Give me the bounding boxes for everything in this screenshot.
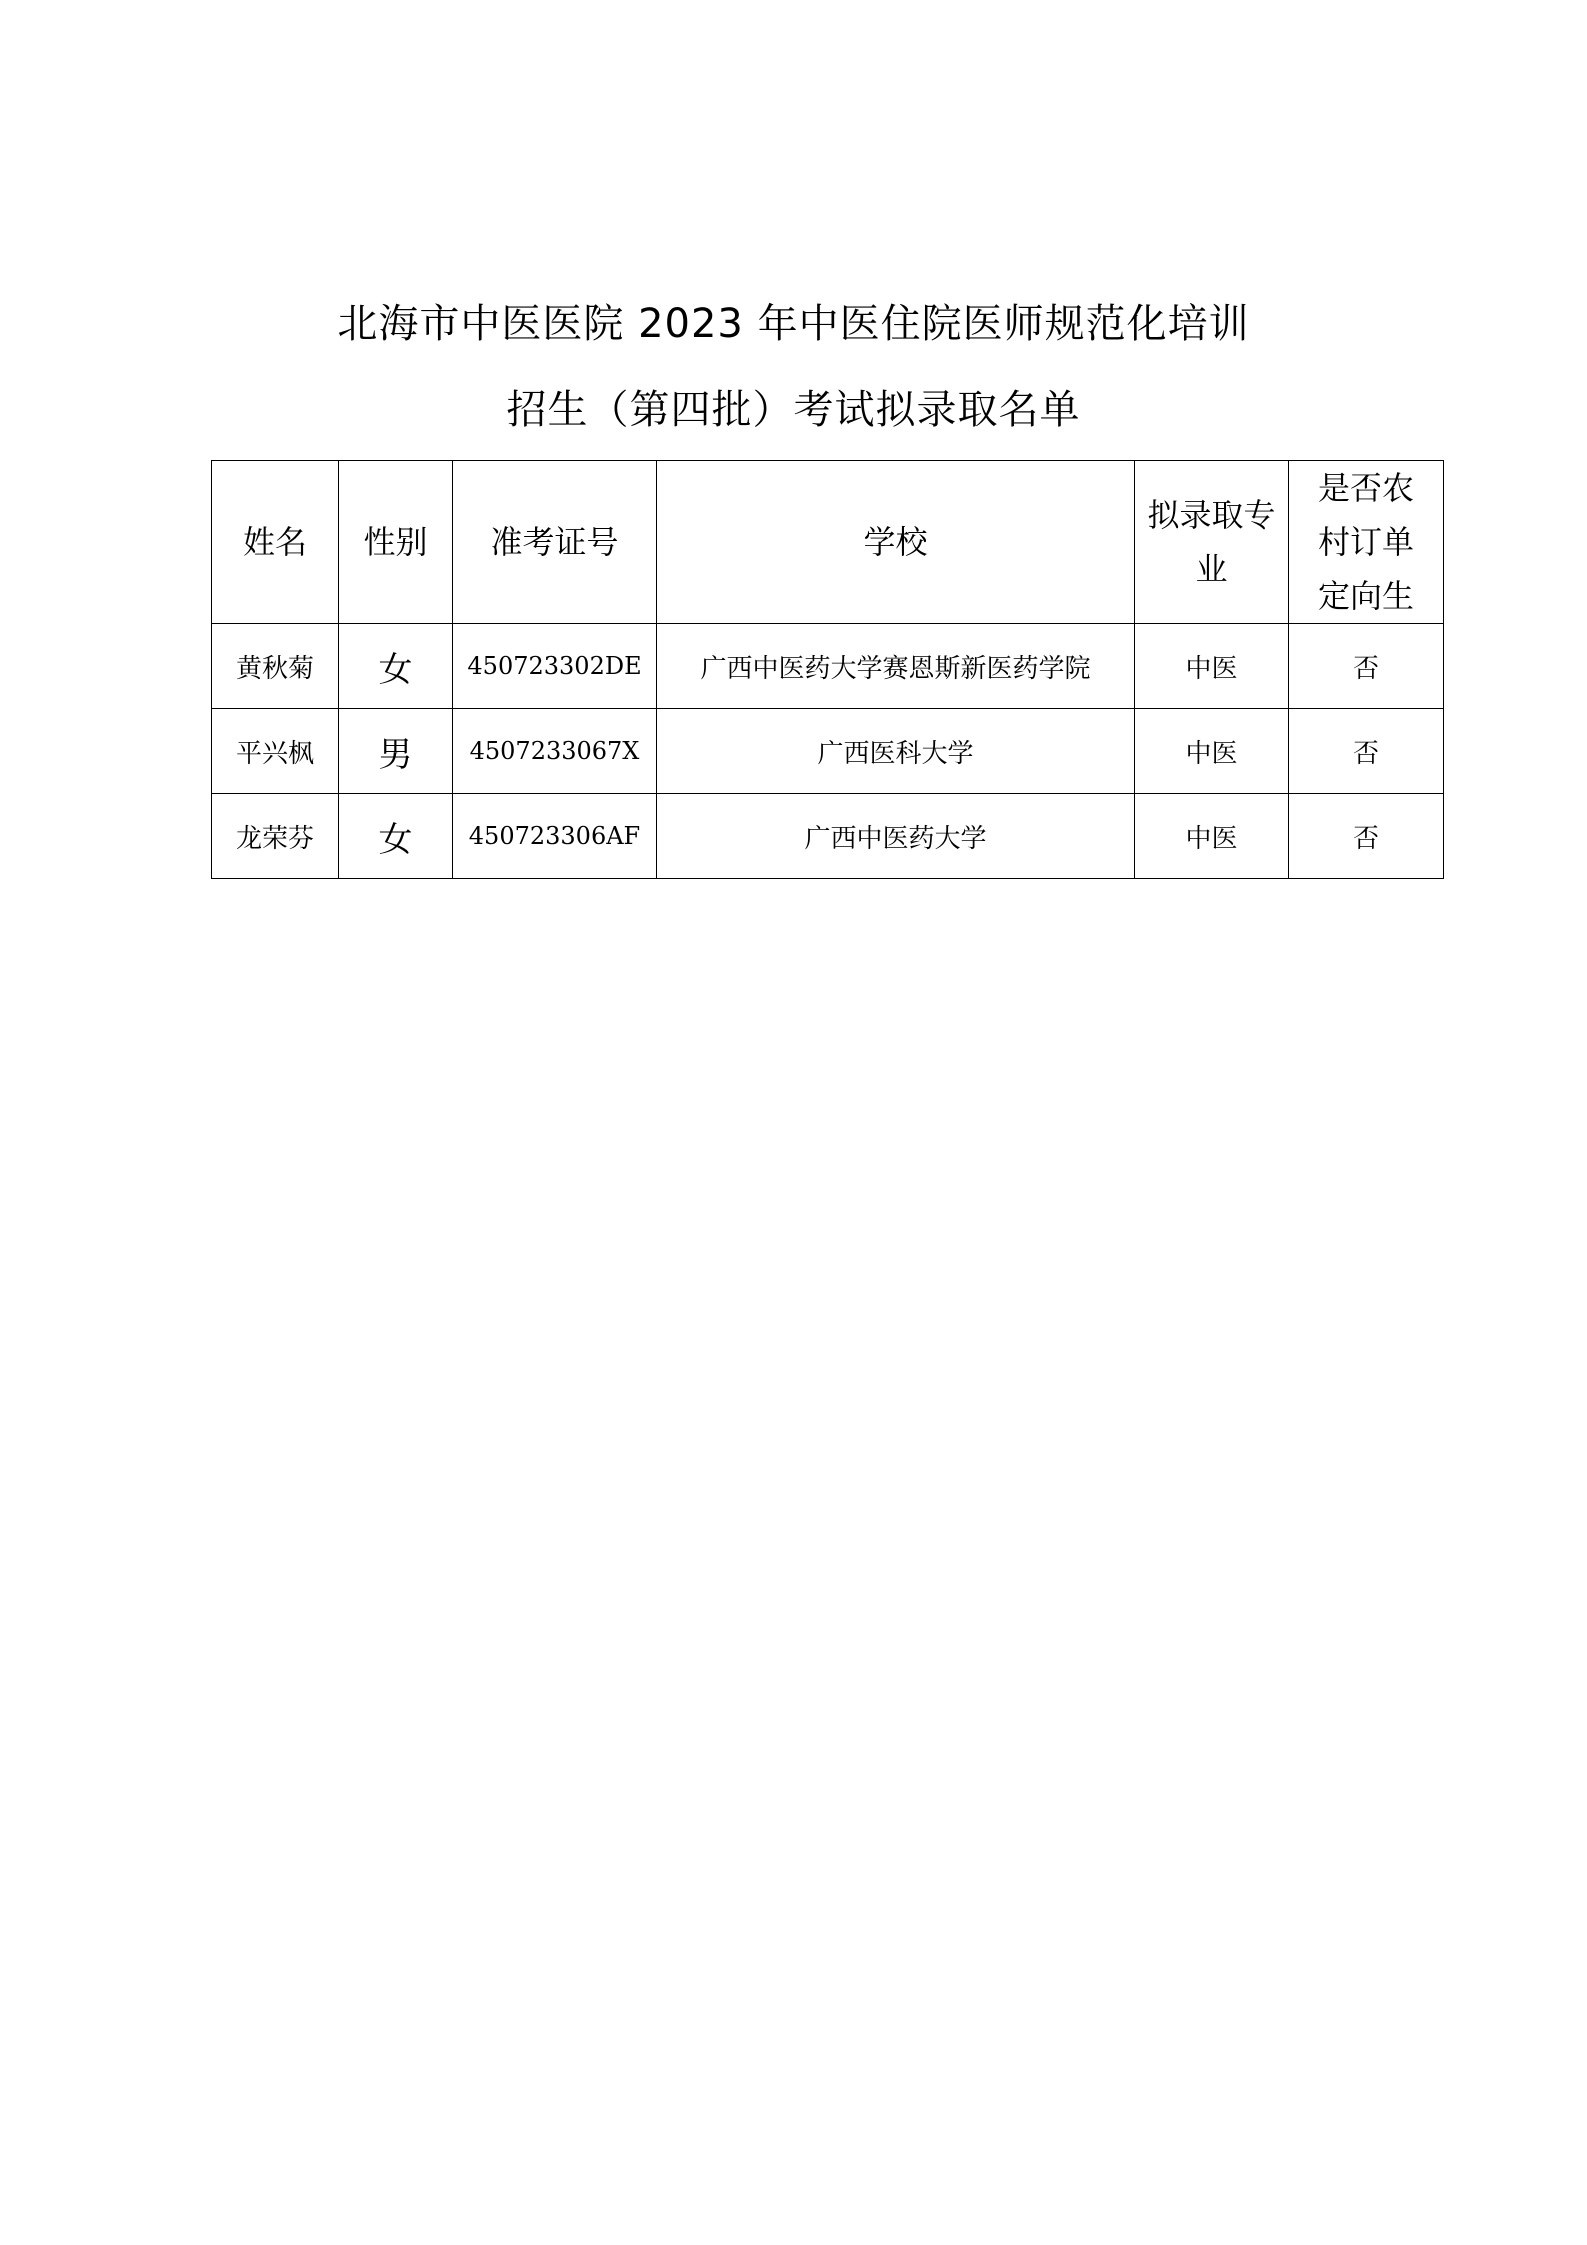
cell-major: 中医: [1135, 624, 1289, 709]
cell-exam-number: 450723302DE: [453, 624, 657, 709]
header-major-text: 拟录取专业: [1147, 496, 1276, 588]
header-rural-order: [1289, 461, 1444, 624]
header-name: 姓名: [212, 461, 339, 624]
header-rural-order-text: 是否农村订单定向生: [1317, 469, 1414, 615]
document-title-line-1: 北海市中医医院 2023 年中医住院医师规范化培训: [337, 301, 1250, 347]
header-major: [1135, 461, 1289, 624]
cell-name: 黄秋菊: [212, 624, 339, 709]
cell-exam-number: 4507233067X: [453, 709, 657, 794]
cell-major: 中医: [1135, 709, 1289, 794]
header-gender: 性别: [339, 461, 453, 624]
cell-gender: 女: [339, 794, 453, 879]
cell-rural-order: 否: [1289, 794, 1444, 879]
header-school: 学校: [657, 461, 1135, 624]
cell-gender: 男: [339, 709, 453, 794]
table-row: [212, 624, 1444, 709]
cell-rural-order: 否: [1289, 709, 1444, 794]
cell-exam-number: 450723306AF: [453, 794, 657, 879]
cell-name: 平兴枫: [212, 709, 339, 794]
admission-list-table: [211, 460, 1444, 879]
cell-name: 龙荣芬: [212, 794, 339, 879]
cell-rural-order: 否: [1289, 624, 1444, 709]
table-row: [212, 794, 1444, 879]
cell-gender: 女: [339, 624, 453, 709]
table-row: [212, 709, 1444, 794]
cell-school: 广西中医药大学赛恩斯新医药学院: [657, 624, 1135, 709]
table-header-row: [212, 461, 1444, 624]
cell-major: 中医: [1135, 794, 1289, 879]
header-exam-number: 准考证号: [453, 461, 657, 624]
cell-school: 广西医科大学: [657, 709, 1135, 794]
document-title-line-2: 招生（第四批）考试拟录取名单: [506, 387, 1081, 433]
cell-school: 广西中医药大学: [657, 794, 1135, 879]
